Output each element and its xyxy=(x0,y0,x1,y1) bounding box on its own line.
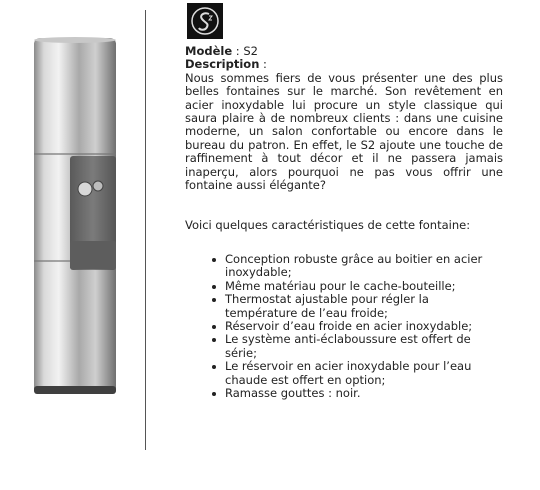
feature-item: Conception robuste grâce au boitier en acier inoxydable; xyxy=(225,253,503,280)
model-value: S2 xyxy=(243,44,258,58)
vertical-divider xyxy=(145,10,146,450)
product-content xyxy=(185,45,503,400)
product-image-pane xyxy=(0,0,146,490)
description-text: Nous sommes fiers de vous présenter une des plus belles fontaines sur le marché. Son revêtement en acier inoxydable lui procure un style classique qui saura plaire à de nombreux clients : dans une cuisine moderne, un salon confortable ou encore dans le bureau du patron. En effet, le S2 ajoute une touche de raffinement à tout décor et il ne passera jamais inaperçu, alors pourquoi ne pas vous offrir une fontaine aussi élégante? xyxy=(185,70,503,193)
feature-item: Le système anti-éclaboussure est offert de série; xyxy=(225,333,503,360)
model-line: Modèle : S2 xyxy=(185,44,258,58)
description-heading: Description : xyxy=(185,57,267,72)
feature-item: Thermostat ajustable pour régler la température de l’eau froide; xyxy=(225,293,503,320)
s2-logo-icon xyxy=(187,3,223,39)
feature-item: Réservoir d’eau froide en acier inoxydable; xyxy=(225,320,503,333)
description-label: Description xyxy=(185,57,260,72)
model-label: Modèle xyxy=(185,44,233,58)
feature-item: Le réservoir en acier inoxydable pour l’eau chaude est offert en option; xyxy=(225,360,503,387)
feature-item: Ramasse gouttes : noir. xyxy=(225,387,503,400)
features-list xyxy=(185,253,503,400)
feature-item: Même matériau pour le cache-bouteille; xyxy=(225,280,503,293)
features-intro: Voici quelques caractéristiques de cette fontaine: xyxy=(185,218,471,233)
water-cooler-image xyxy=(30,36,120,396)
